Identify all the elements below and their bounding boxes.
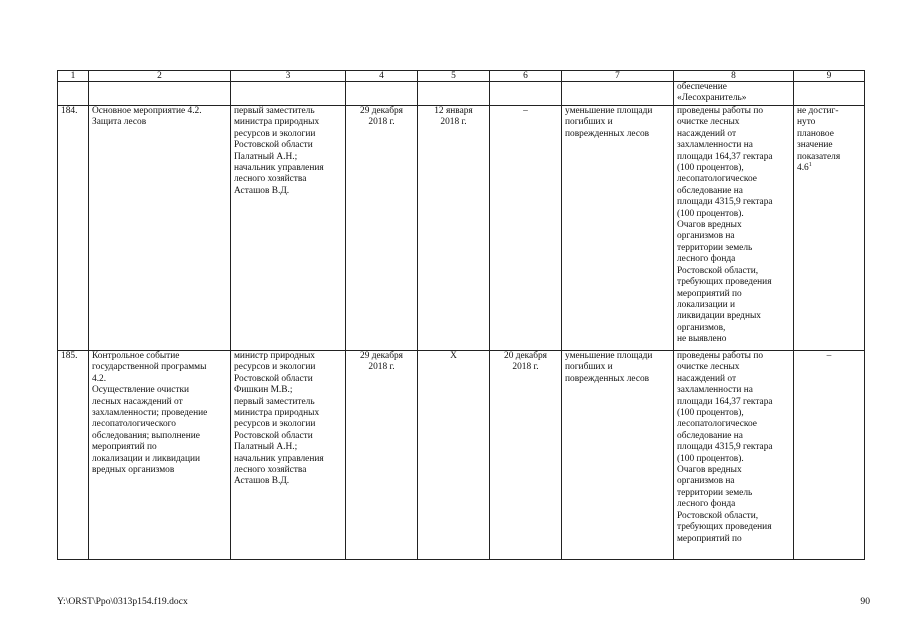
cell-empty [418, 82, 490, 106]
cell-responsible: министр природных ресурсов и экологии Ростовской области Фишкин М.В.; первый заместитель министра природных ресурсов и экологии Ростовской области Палатный А.Н.; начальник управления лесного хозяйства Асташов В.Д. [231, 351, 346, 560]
cell-planned-date: 29 декабря 2018 г. [346, 106, 418, 351]
footer-page-number: 90 [860, 596, 870, 607]
header-cell: 1 [58, 71, 89, 82]
table-row [58, 351, 865, 560]
header-cell: 6 [490, 71, 562, 82]
cell-reasons: – [794, 351, 865, 560]
report-table [57, 70, 865, 560]
cell-achieved-result: обеспечение «Лесохранитель» [674, 82, 794, 106]
cell-expected-result: уменьшение площади погибших и поврежденных лесов [562, 106, 674, 351]
cell-planned-date: 29 декабря 2018 г. [346, 351, 418, 560]
header-cell: 2 [89, 71, 231, 82]
footnote-marker: 1 [808, 161, 812, 168]
cell-actual-end: 20 декабря 2018 г. [490, 351, 562, 560]
cell-event-name: Основное мероприятие 4.2. Защита лесов [89, 106, 231, 351]
reasons-text: не достиг- нуто плановое значение показателя 4.6 [797, 106, 841, 174]
cell-achieved-result: проведены работы по очистке лесных насаждений от захламленности на площади 164,37 гектара (100 процентов), лесопатологическое обследование на площади 4315,9 гектара (100 процентов). Очагов вредных организмов на территории земель лесного фонда Ростовской области, требующих проведения мероприятий по [674, 351, 794, 560]
header-cell: 9 [794, 71, 865, 82]
cell-empty [562, 82, 674, 106]
cell-expected-result: уменьшение площади погибших и поврежденных лесов [562, 351, 674, 560]
cell-row-number: 184. [58, 106, 89, 351]
header-cell: 4 [346, 71, 418, 82]
cell-actual-start: Х [418, 351, 490, 560]
footer-file-path: Y:\ORST\Ppo\0313p154.f19.docx [57, 596, 188, 607]
table-header-row [58, 71, 865, 82]
table-row-continuation [58, 82, 865, 106]
cell-empty [231, 82, 346, 106]
cell-empty [346, 82, 418, 106]
cell-reasons [794, 106, 865, 351]
cell-empty [490, 82, 562, 106]
header-cell: 5 [418, 71, 490, 82]
table-row [58, 106, 865, 351]
cell-achieved-result: проведены работы по очистке лесных насаждений от захламленности на площади 164,37 гектара (100 процентов), лесопатологическое обследование на площади 4315,9 гектара (100 процентов). Очагов вредных организмов на территории земель лесного фонда Ростовской области, требующих проведения мероприятий по локализации и ликвидации вредных организмов, не выявлено [674, 106, 794, 351]
cell-empty [58, 82, 89, 106]
header-cell: 7 [562, 71, 674, 82]
cell-actual-end: – [490, 106, 562, 351]
cell-empty [89, 82, 231, 106]
cell-actual-start: 12 января 2018 г. [418, 106, 490, 351]
header-cell: 3 [231, 71, 346, 82]
cell-empty [794, 82, 865, 106]
cell-responsible: первый заместитель министра природных ресурсов и экологии Ростовской области Палатный А.Н.; начальник управления лесного хозяйства Асташов В.Д. [231, 106, 346, 351]
header-cell: 8 [674, 71, 794, 82]
cell-row-number: 185. [58, 351, 89, 560]
cell-event-name: Контрольное событие государственной программы 4.2. Осуществление очистки лесных насаждений от захламленности; проведение лесопатологического обследования; выполнение мероприятий по локализации и ликвидации вредных организмов [89, 351, 231, 560]
